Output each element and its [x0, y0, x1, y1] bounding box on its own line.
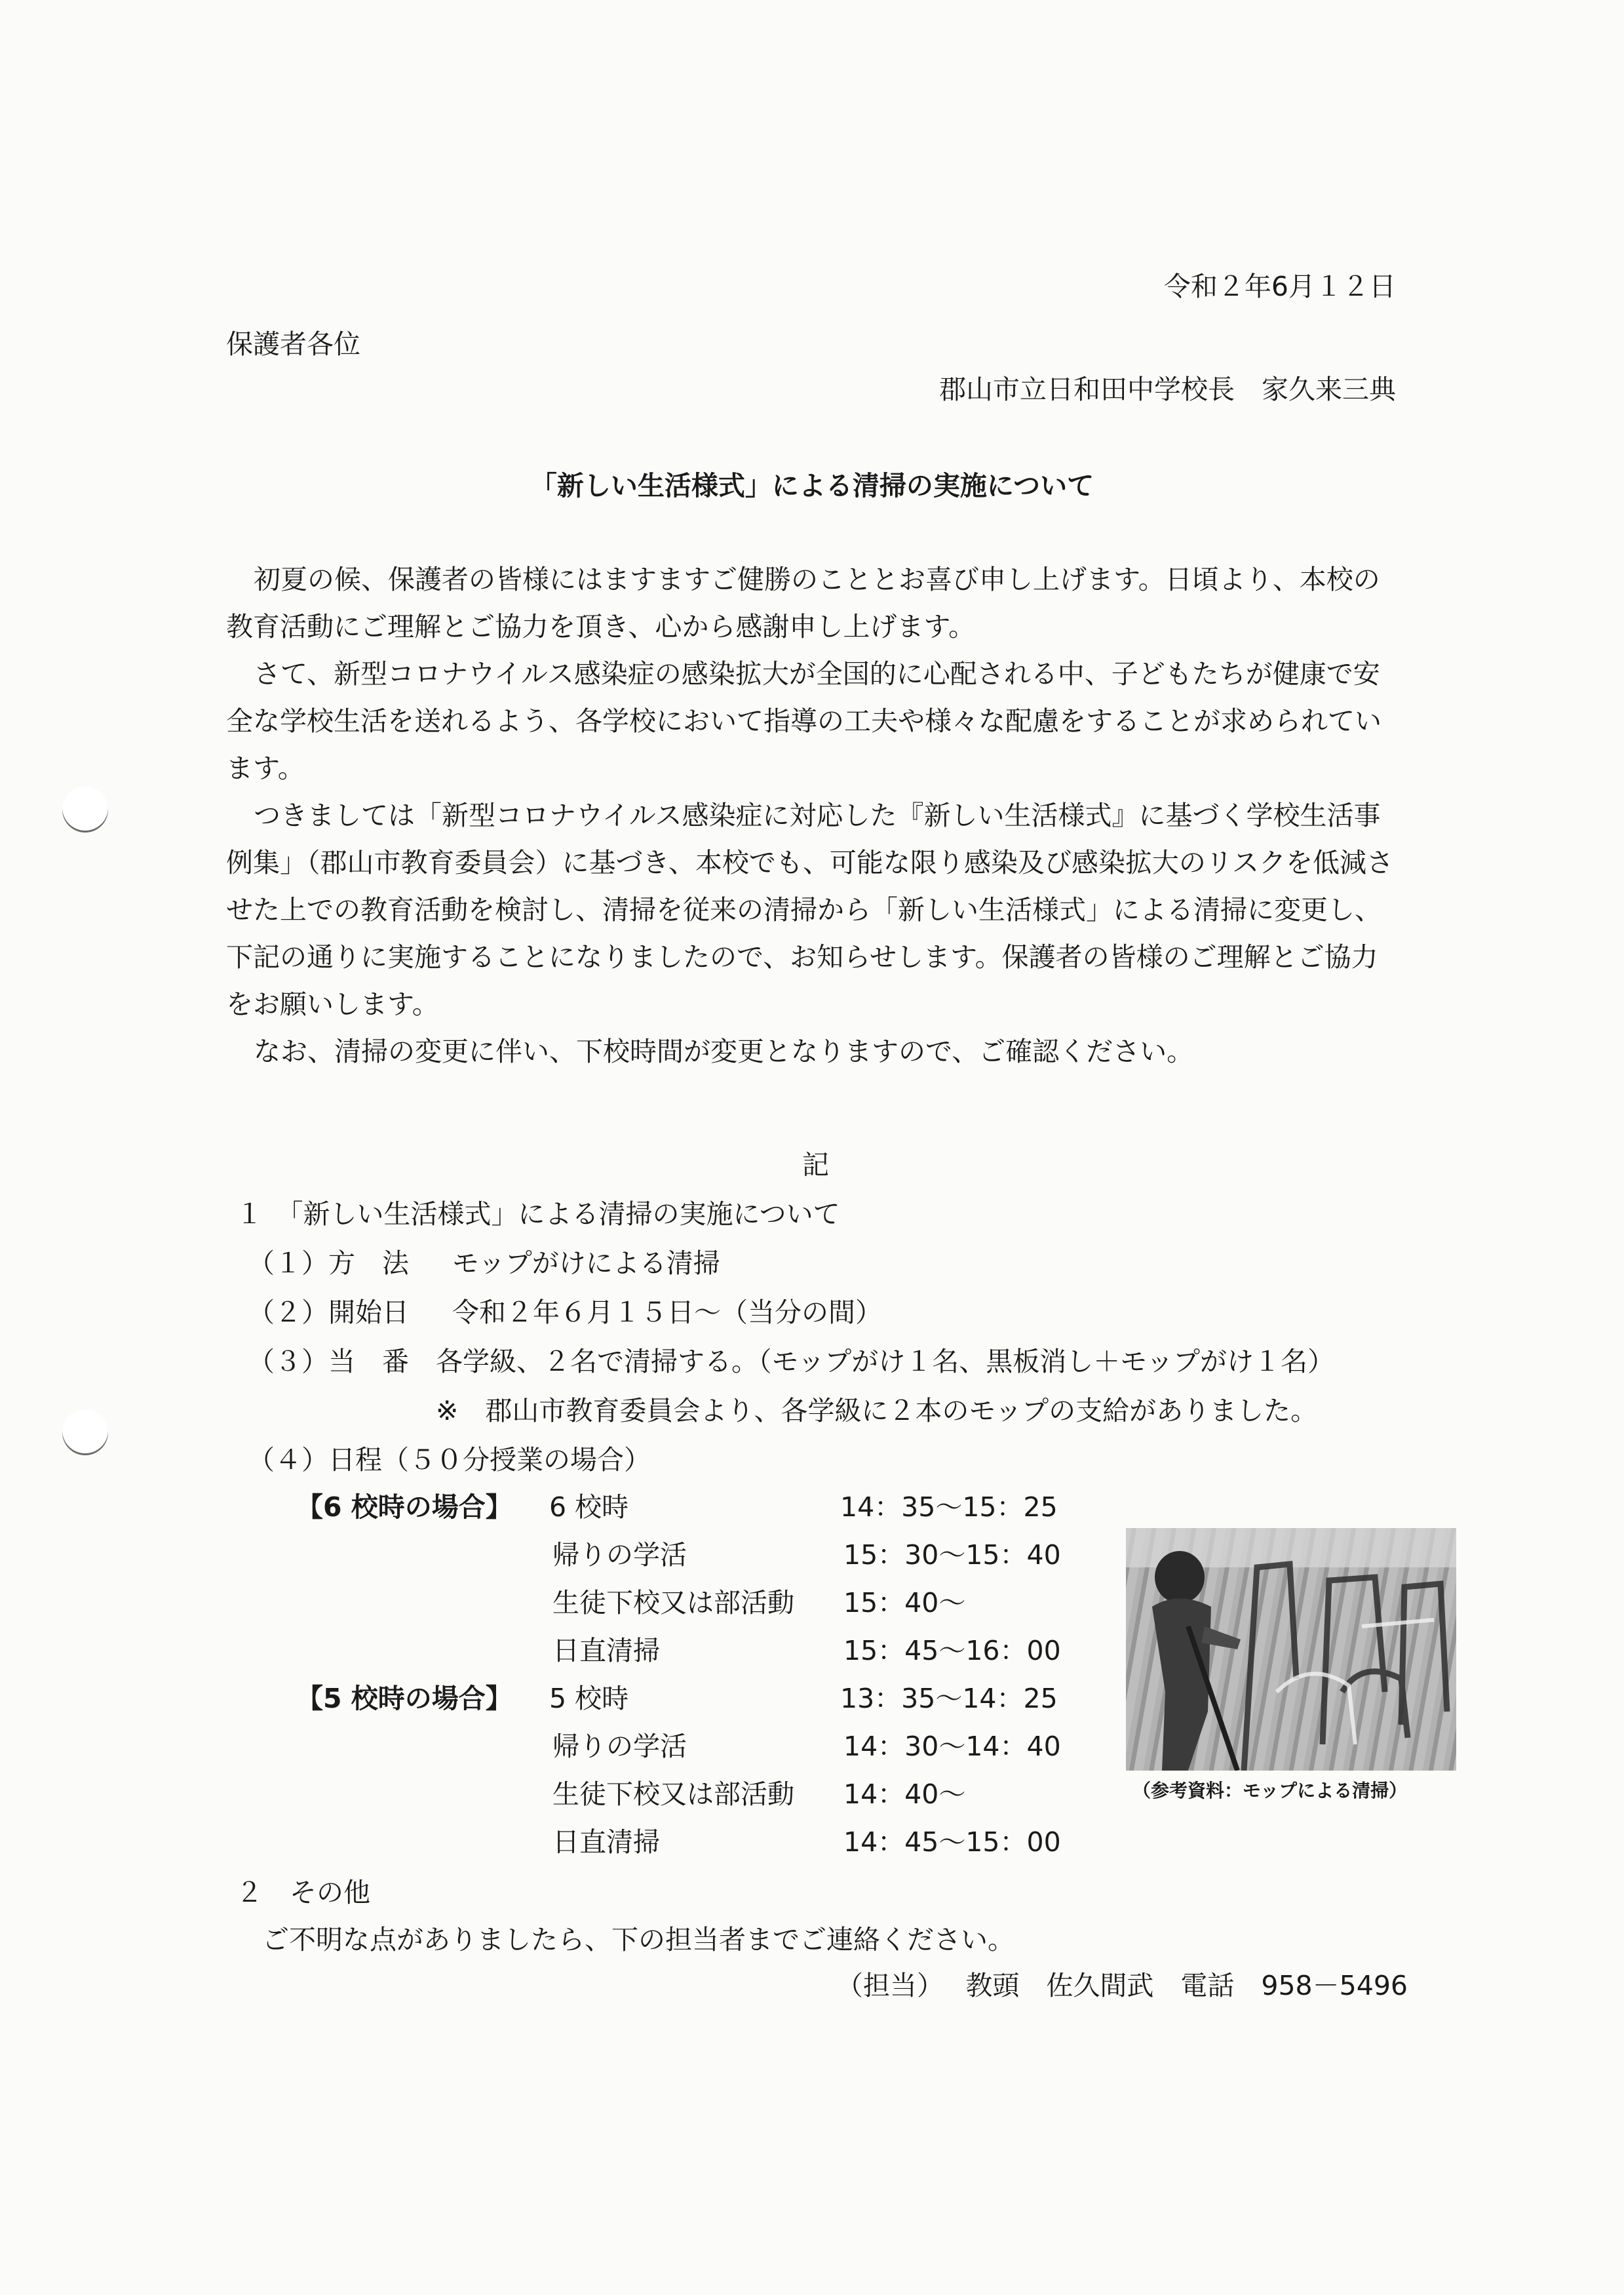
duty-value: 各学級、２名で清掃する。（モップがけ１名、黒板消し＋モップがけ１名） [436, 1346, 1335, 1377]
sender: 郡山市立日和田中学校長 家久来三典 [939, 374, 1396, 405]
schedule-item: 帰りの学活 [552, 1731, 687, 1762]
schedule-time: 14：40～ [843, 1778, 966, 1810]
schedule-heading: （４）日程（５０分授業の場合） [248, 1444, 651, 1476]
schedule-case-5-periods: 【5 校時の場合】 [296, 1683, 512, 1714]
schedule-time: 15：40～ [843, 1587, 966, 1618]
paragraph-notice: なお、清掃の変更に伴い、下校時間が変更となりますので、ご確認ください。 [254, 1036, 1194, 1067]
schedule-item: 日直清掃 [552, 1635, 660, 1666]
schedule-time: 13：35～14：25 [840, 1683, 1058, 1714]
duty-label: （３）当 番 [248, 1346, 409, 1377]
section2-heading: ２ その他 [236, 1877, 370, 1908]
method-label: （１）方 法 [248, 1247, 409, 1279]
photo-caption: （参考資料：モップによる清掃） [1132, 1780, 1408, 1801]
mop-cleaning-illustration [1126, 1528, 1456, 1771]
section1-heading: １ 「新しい生活様式」による清掃の実施について [236, 1198, 840, 1230]
document-title: 「新しい生活様式」による清掃の実施について [530, 470, 1094, 501]
punch-hole-bottom [62, 1409, 108, 1455]
reference-photo [1126, 1528, 1456, 1771]
paragraph-background: さて、新型コロナウイルス感染症の感染拡大が全国的に心配される中、子どもたちが健康で安全な学校生活を送れるよう、各学校において指導の工夫や様々な配慮をすることが求められています。 [226, 658, 1382, 784]
paragraph-greeting: 初夏の候、保護者の皆様にはますますご健勝のこととお喜び申し上げます。日頃より、本校の教育活動にご理解とご協力を頂き、心から感謝申し上げます。 [226, 564, 1380, 642]
schedule-case-6-periods: 【6 校時の場合】 [296, 1491, 512, 1523]
punch-hole-top [62, 787, 108, 833]
paragraph-announcement: つきましては「新型コロナウイルス感染症に対応した『新しい生活様式』に基づく学校生活事例集」（郡山市教育委員会）に基づき、本校でも、可能な限り感染及び感染拡大のリスクを低減させた上での教育活動を検討し、清掃を従来の清掃から「新しい生活様式」による清掃に変更し、下記の通りに実施することになりましたので、お知らせします。保護者の皆様のご理解とご協力をお願いします。 [226, 800, 1394, 1020]
inquiry-text: ご不明な点がありましたら、下の担当者までご連絡ください。 [262, 1924, 1015, 1955]
start-date-label: （２）開始日 [248, 1297, 409, 1328]
method-value: モップがけによる清掃 [452, 1247, 720, 1279]
body-text [226, 556, 1399, 1075]
schedule-item: 日直清掃 [552, 1826, 660, 1858]
mop-supply-note: ※ 郡山市教育委員会より、各学級に２本のモップの支給がありました。 [436, 1395, 1318, 1426]
document-date: 令和２年6月１２日 [1163, 271, 1396, 302]
recipient: 保護者各位 [226, 328, 360, 360]
ki-marker: 記 [802, 1149, 829, 1181]
start-date-value: 令和２年６月１５日～（当分の間） [452, 1297, 882, 1328]
schedule-time: 15：30～15：40 [843, 1539, 1061, 1571]
schedule-time: 14：45～15：00 [843, 1826, 1061, 1858]
schedule-item: 5 校時 [549, 1683, 629, 1714]
contact-info: （担当） 教頭 佐久間武 電話 958－5496 [836, 1970, 1408, 2001]
schedule-item: 帰りの学活 [552, 1539, 687, 1571]
schedule-time: 14：30～14：40 [843, 1731, 1061, 1762]
schedule-time: 15：45～16：00 [843, 1635, 1061, 1666]
schedule-time: 14：35～15：25 [840, 1491, 1058, 1523]
schedule-item: 6 校時 [549, 1491, 629, 1523]
schedule-item: 生徒下校又は部活動 [552, 1587, 794, 1618]
schedule-item: 生徒下校又は部活動 [552, 1778, 794, 1810]
